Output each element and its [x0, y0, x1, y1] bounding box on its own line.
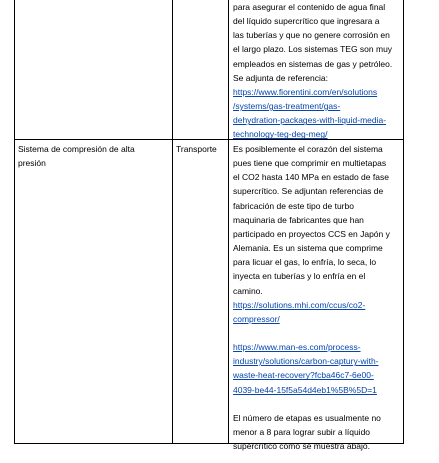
table-border-left: [14, 0, 15, 444]
top-row-description: para asegurar el contenido de agua final del líquido supercrítico que ingresara a las tuberías y que no genere corrosión en el largo plazo. Los sistemas TEG son muy empleados en sistemas de gas y petróleo. Se adjunta de referencia:: [233, 2, 393, 83]
spacer: [233, 397, 405, 411]
system-name-cell: [18, 142, 168, 170]
man-es-link[interactable]: https://www.man-es.com/process- industry/solutions/carbon-captury-with- waste-heat-recovery?fcba46c7-6e00- 4039-be44-15f5a54d4eb1%5B%5D=1: [233, 342, 379, 395]
category: Transporte: [176, 144, 217, 154]
mhi-link[interactable]: https://solutions.mhi.com/ccus/co2- compressor/: [233, 299, 366, 324]
system-name: Sistema de compresión de alta presión: [18, 144, 135, 169]
row-description-cell: [233, 142, 405, 453]
row-description: Es posiblemente el corazón del sistema pues tiene que comprimir en multietapas el CO2 hasta 140 MPa en estado de fase supercrítico. Se adjuntan referencias de fabricación de este tipo de turbo maquinaria de fabricantes que han participado en proyectos CCS en Japón y Alemania. Es un sistema que comprime para licuar el gas, lo enfría, lo seca, lo inyecta en tuberías y lo enfría en el camino.: [233, 144, 390, 296]
category-cell: [176, 142, 226, 156]
table-border-col1: [172, 0, 173, 444]
spacer: [233, 326, 405, 340]
document-table: [14, 0, 404, 451]
top-row-description-cell: [233, 0, 405, 142]
stages-note: El número de etapas es usualmente no menor a 8 para lograr subir a líquido supercrítico como se muestra abajo.: [233, 412, 381, 451]
table-border-col2: [228, 0, 229, 444]
fiorentini-link[interactable]: https://www.fiorentini.com/en/solutions /systems/gas-treatment/gas- dehydration-packages-with-liquid-media- technology-teg-deg-meg/: [233, 86, 387, 140]
